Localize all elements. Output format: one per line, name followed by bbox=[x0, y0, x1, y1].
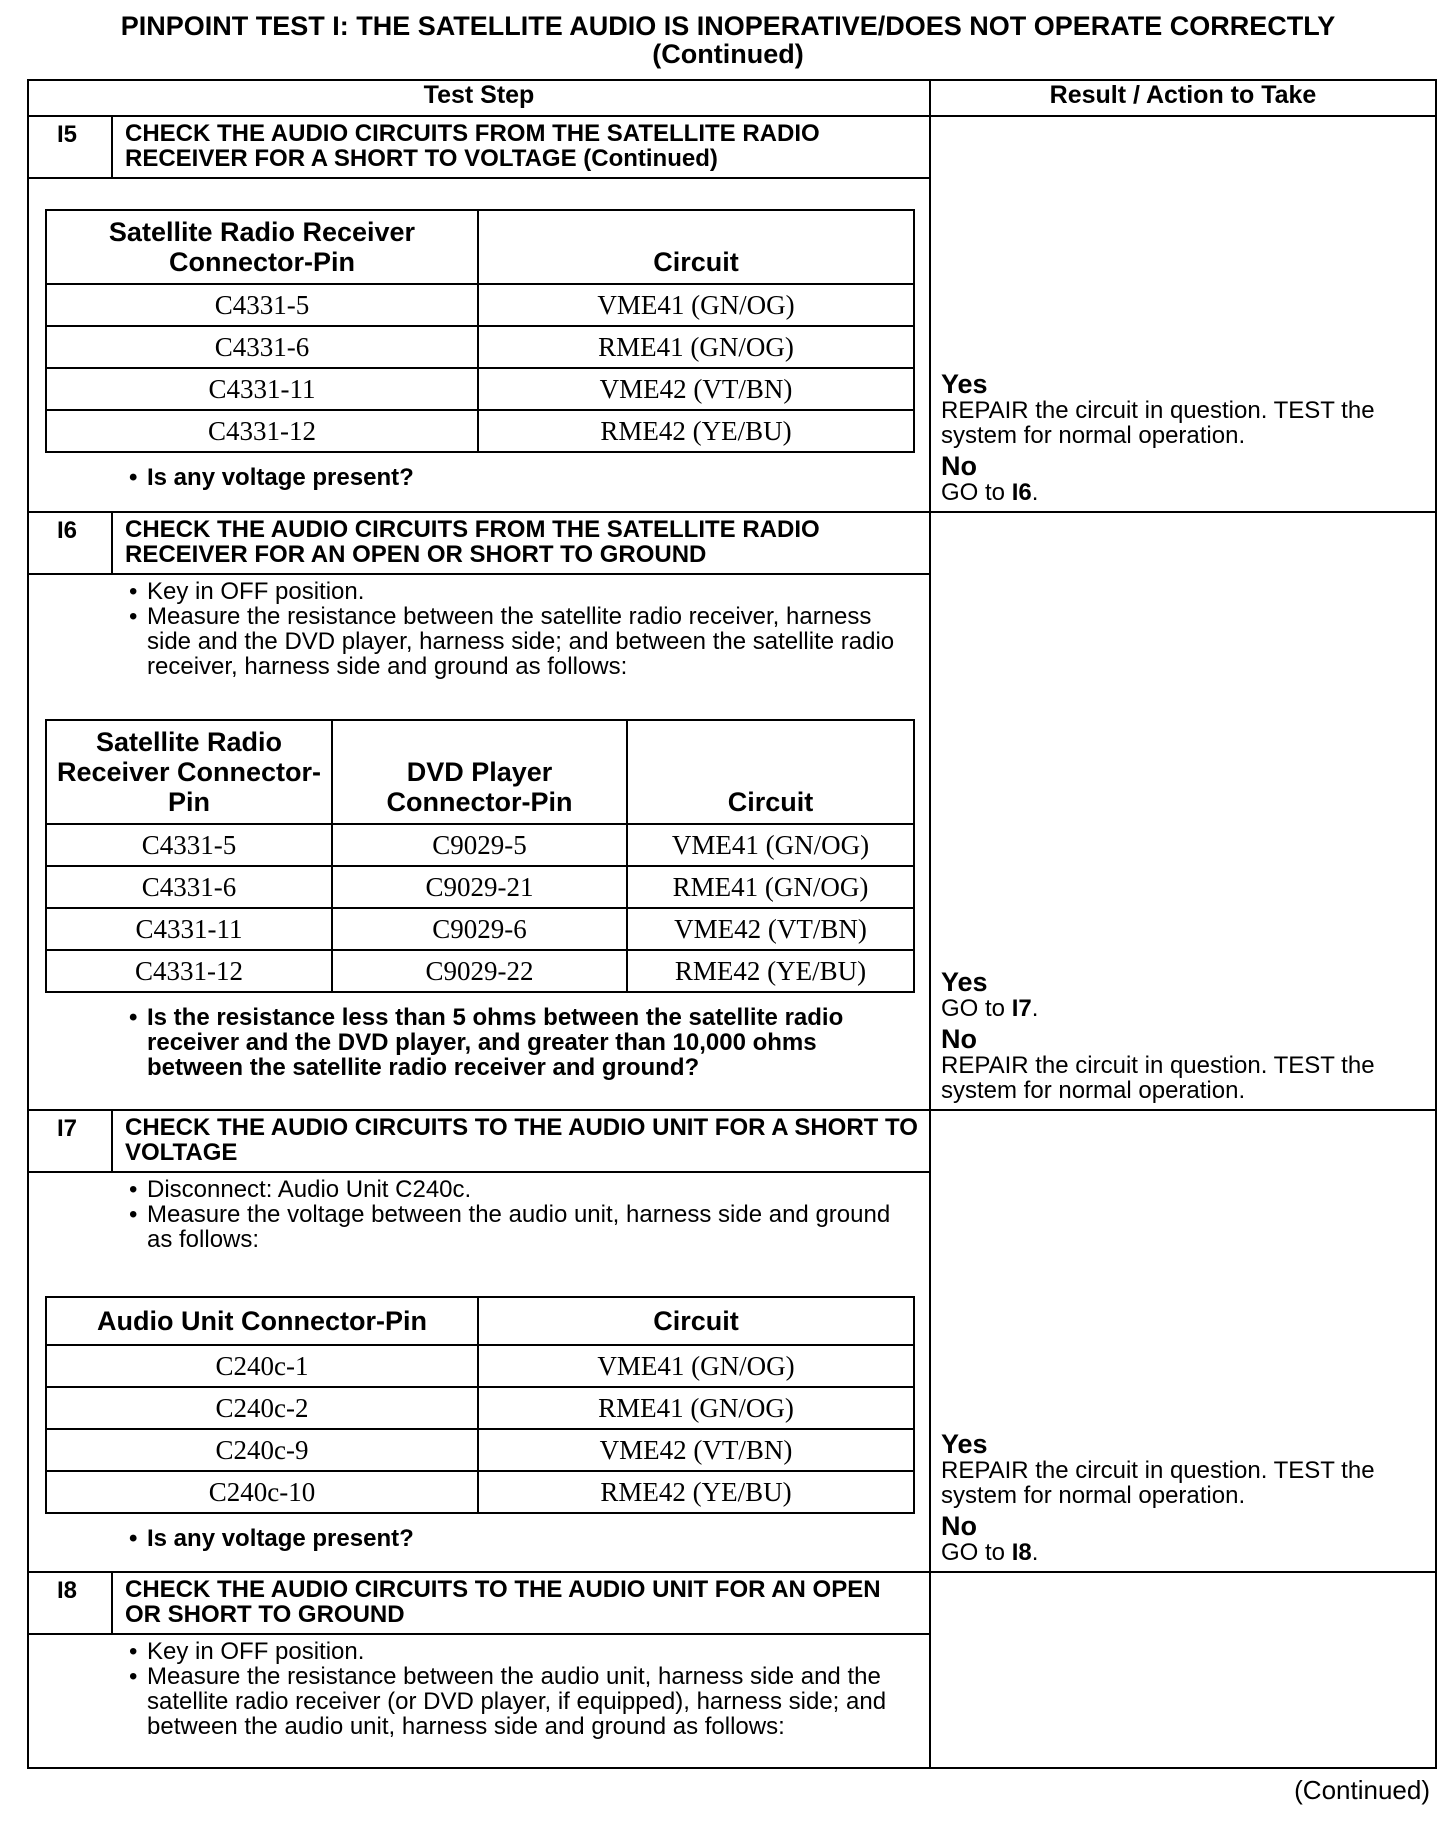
continued-footer: (Continued) bbox=[1294, 1775, 1430, 1805]
step-header bbox=[29, 1111, 929, 1173]
step-header bbox=[29, 1573, 929, 1635]
step-header bbox=[29, 513, 929, 575]
yes-label: Yes bbox=[941, 1429, 988, 1459]
table-cell: VME41 (GN/OG) bbox=[478, 284, 914, 326]
result-block bbox=[931, 370, 1435, 511]
step-reference-link: I7 bbox=[1011, 995, 1032, 1022]
header-test-step: Test Step bbox=[28, 80, 930, 116]
step-row-i8 bbox=[28, 1572, 1436, 1768]
table-cell: RME42 (YE/BU) bbox=[478, 1471, 914, 1513]
table-cell: C4331-12 bbox=[46, 410, 478, 452]
table-cell: C4331-6 bbox=[46, 866, 332, 908]
no-label: No bbox=[941, 1511, 977, 1541]
table-row bbox=[46, 368, 914, 410]
result-block bbox=[931, 1430, 1435, 1571]
step-row-i6 bbox=[28, 512, 1436, 1110]
table-cell: RME41 (GN/OG) bbox=[478, 326, 914, 368]
table-cell: VME41 (GN/OG) bbox=[478, 1345, 914, 1387]
page-title bbox=[0, 12, 1456, 68]
step-row-i5 bbox=[28, 116, 1436, 512]
table-cell: C9029-21 bbox=[332, 866, 627, 908]
yes-label: Yes bbox=[941, 967, 988, 997]
column-header: Circuit bbox=[627, 720, 914, 824]
step-body bbox=[29, 575, 929, 1086]
table-row bbox=[46, 1471, 914, 1513]
table-cell: RME41 (GN/OG) bbox=[478, 1387, 914, 1429]
table-cell: VME42 (VT/BN) bbox=[478, 1429, 914, 1471]
instruction-item: • Measure the voltage between the audio unit, harness side and ground as follows: bbox=[29, 1202, 913, 1252]
connector-table bbox=[45, 1296, 915, 1514]
table-cell: RME41 (GN/OG) bbox=[627, 866, 914, 908]
table-cell: C9029-6 bbox=[332, 908, 627, 950]
step-reference-link: I6 bbox=[1011, 479, 1032, 506]
instruction-item: • Key in OFF position. bbox=[29, 579, 913, 604]
instruction-item: • Measure the resistance between the audio unit, harness side and the satellite radio receiver (or DVD player, if equipped), harness side; and between the audio unit, harness side and ground as follows: bbox=[29, 1664, 913, 1739]
column-header: Audio Unit Connector-Pin bbox=[46, 1297, 478, 1345]
column-header: DVD Player Connector-Pin bbox=[332, 720, 627, 824]
table-row bbox=[46, 1429, 914, 1471]
table-row bbox=[46, 1387, 914, 1429]
no-action: GO to I6. bbox=[941, 479, 1039, 506]
step-number: I5 bbox=[29, 117, 113, 177]
column-header: Satellite Radio Receiver Connector-Pin bbox=[46, 210, 478, 284]
table-cell: C4331-5 bbox=[46, 824, 332, 866]
title-line-1: PINPOINT TEST I: THE SATELLITE AUDIO IS INOPERATIVE/DOES NOT OPERATE CORRECTLY bbox=[120, 11, 1336, 41]
result-block bbox=[931, 968, 1435, 1109]
table-cell: C4331-11 bbox=[46, 908, 332, 950]
header-result: Result / Action to Take bbox=[930, 80, 1436, 116]
table-row bbox=[46, 824, 914, 866]
instruction-item: • Measure the resistance between the satellite radio receiver, harness side and the DVD player, harness side; and between the satellite radio receiver, harness side and ground as follows: bbox=[29, 604, 913, 679]
table-cell: C240c-9 bbox=[46, 1429, 478, 1471]
table-cell: RME42 (YE/BU) bbox=[627, 950, 914, 992]
table-cell: VME42 (VT/BN) bbox=[627, 908, 914, 950]
table-cell: C4331-12 bbox=[46, 950, 332, 992]
connector-table bbox=[45, 719, 915, 993]
step-title: CHECK THE AUDIO CIRCUITS TO THE AUDIO UNIT FOR AN OPEN OR SHORT TO GROUND bbox=[125, 1576, 881, 1628]
step-title: CHECK THE AUDIO CIRCUITS FROM THE SATELLITE RADIO RECEIVER FOR A SHORT TO VOLTAGE (Continued) bbox=[125, 120, 820, 172]
table-row bbox=[46, 326, 914, 368]
table-cell: C240c-1 bbox=[46, 1345, 478, 1387]
no-action: GO to I8. bbox=[941, 1539, 1039, 1566]
yes-label: Yes bbox=[941, 369, 988, 399]
step-question: • Is any voltage present? bbox=[29, 1526, 913, 1551]
step-title: CHECK THE AUDIO CIRCUITS TO THE AUDIO UNIT FOR A SHORT TO VOLTAGE bbox=[125, 1114, 918, 1166]
table-row bbox=[46, 866, 914, 908]
table-cell: C4331-6 bbox=[46, 326, 478, 368]
table-cell: VME41 (GN/OG) bbox=[627, 824, 914, 866]
step-number: I7 bbox=[29, 1111, 113, 1171]
table-cell: C9029-5 bbox=[332, 824, 627, 866]
instruction-item: • Disconnect: Audio Unit C240c. bbox=[29, 1177, 913, 1202]
no-label: No bbox=[941, 451, 977, 481]
table-row bbox=[46, 908, 914, 950]
column-header: Satellite Radio Receiver Connector-Pin bbox=[46, 720, 332, 824]
table-row bbox=[46, 410, 914, 452]
step-number: I6 bbox=[29, 513, 113, 573]
pinpoint-test-table bbox=[27, 79, 1437, 1769]
table-cell: C4331-5 bbox=[46, 284, 478, 326]
step-reference-link: I8 bbox=[1011, 1539, 1032, 1566]
step-header bbox=[29, 117, 929, 179]
result-block bbox=[930, 1572, 1436, 1768]
no-label: No bbox=[941, 1024, 977, 1054]
connector-table bbox=[45, 209, 915, 453]
table-cell: RME42 (YE/BU) bbox=[478, 410, 914, 452]
step-number: I8 bbox=[29, 1573, 113, 1633]
yes-action: REPAIR the circuit in question. TEST the system for normal operation. bbox=[941, 1457, 1375, 1509]
table-cell: C4331-11 bbox=[46, 368, 478, 410]
title-line-2: (Continued) bbox=[652, 39, 804, 69]
table-row bbox=[46, 284, 914, 326]
column-header: Circuit bbox=[478, 1297, 914, 1345]
table-cell: C240c-10 bbox=[46, 1471, 478, 1513]
column-header: Circuit bbox=[478, 210, 914, 284]
no-action: REPAIR the circuit in question. TEST the system for normal operation. bbox=[941, 1052, 1375, 1104]
step-body bbox=[29, 179, 929, 496]
table-cell: VME42 (VT/BN) bbox=[478, 368, 914, 410]
table-row bbox=[46, 1345, 914, 1387]
step-body bbox=[29, 1173, 929, 1557]
yes-action: REPAIR the circuit in question. TEST the system for normal operation. bbox=[941, 397, 1375, 449]
instruction-item: • Key in OFF position. bbox=[29, 1639, 913, 1664]
step-title: CHECK THE AUDIO CIRCUITS FROM THE SATELLITE RADIO RECEIVER FOR AN OPEN OR SHORT TO GROUND bbox=[125, 516, 820, 568]
table-cell: C9029-22 bbox=[332, 950, 627, 992]
table-cell: C240c-2 bbox=[46, 1387, 478, 1429]
step-question: • Is any voltage present? bbox=[29, 465, 913, 490]
step-body bbox=[29, 1635, 929, 1745]
yes-action: GO to I7. bbox=[941, 995, 1039, 1022]
step-question: • Is the resistance less than 5 ohms between the satellite radio receiver and the DVD player, and greater than 10,000 ohms between the satellite radio receiver and ground? bbox=[29, 1005, 913, 1080]
step-row-i7 bbox=[28, 1110, 1436, 1572]
table-row bbox=[46, 950, 914, 992]
